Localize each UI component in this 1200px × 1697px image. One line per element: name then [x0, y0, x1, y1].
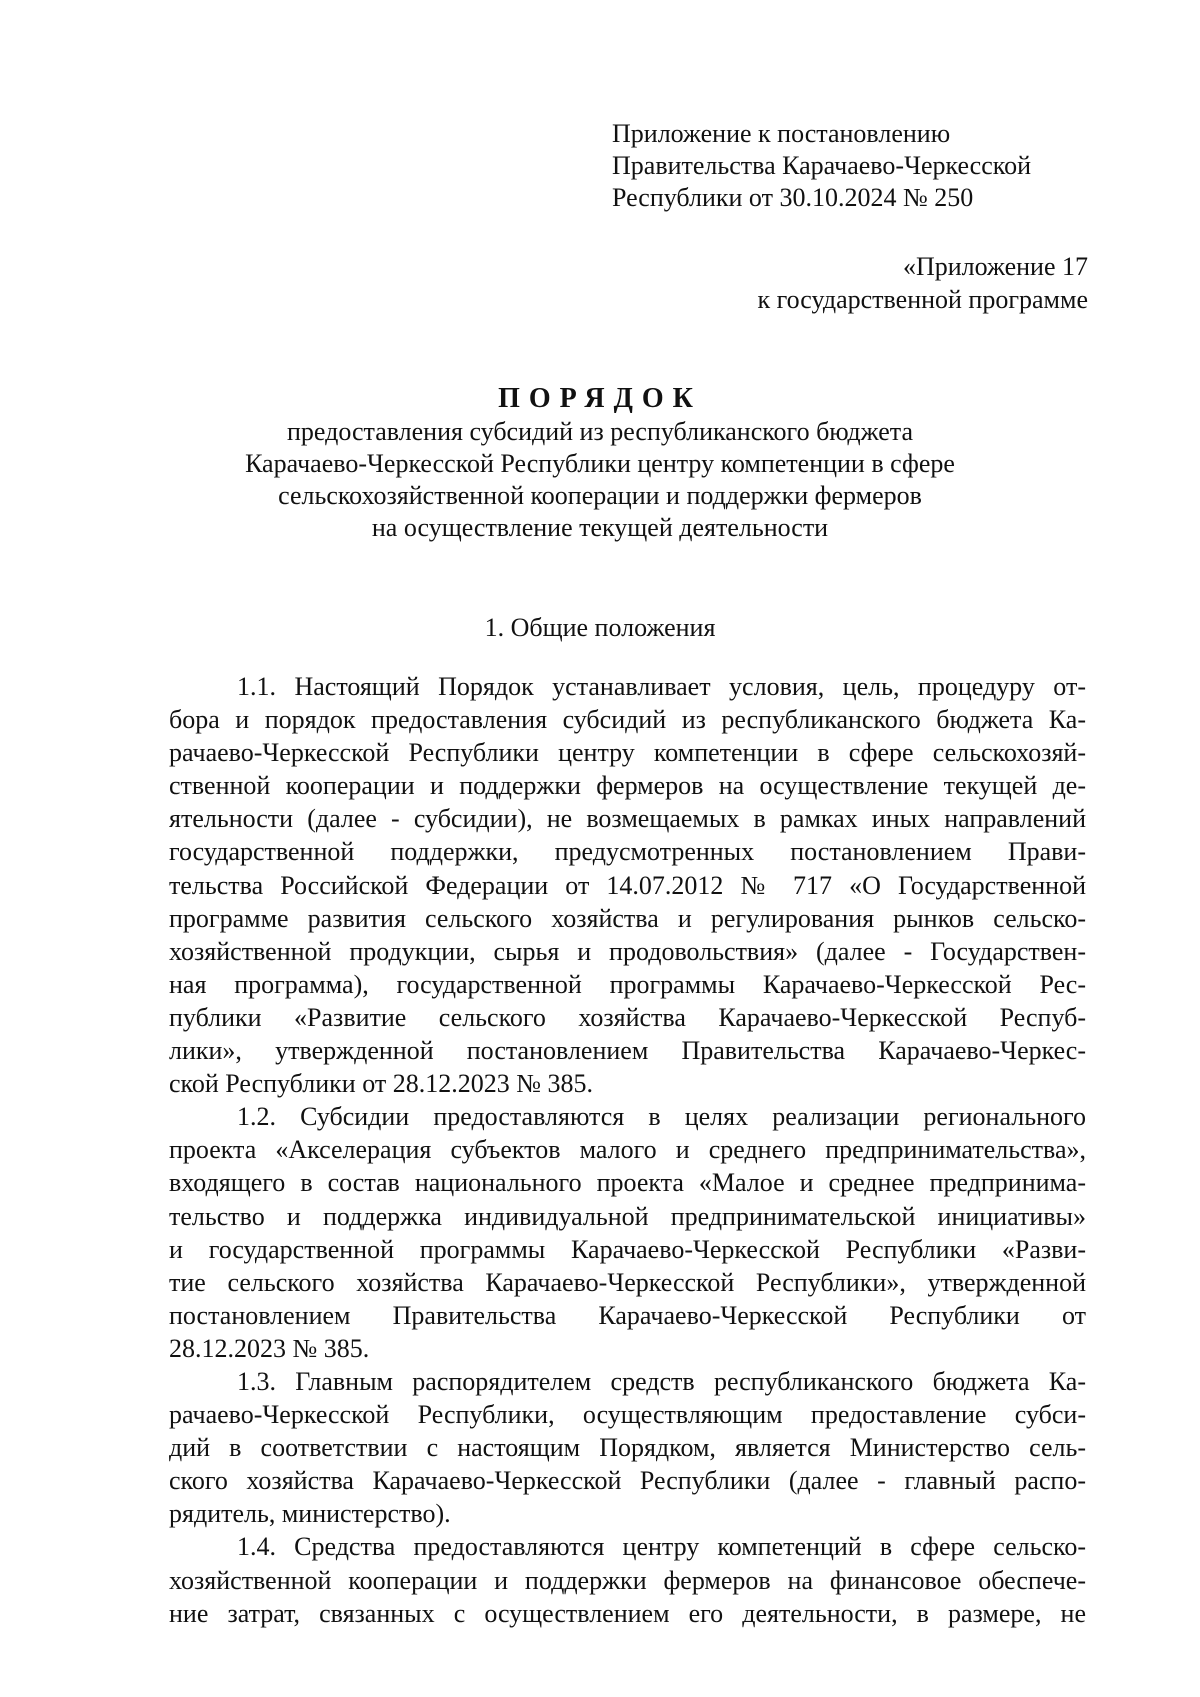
- body-line: входящего в состав национального проекта «Малое и среднее предпринима-: [169, 1168, 1086, 1198]
- body-line: ской Республики от 28.12.2023 № 385.: [169, 1069, 594, 1099]
- body-line: тельство и поддержка индивидуальной предпринимательской инициативы»: [169, 1201, 1086, 1231]
- body-line: рачаево-Черкесской Республики, осуществляющим предоставление субси-: [169, 1400, 1086, 1430]
- body-line: постановлением Правительства Карачаево-Черкесской Республики от: [169, 1300, 1086, 1330]
- appendix-note-line: Приложение к постановлению: [612, 119, 951, 148]
- appendix-note-line: Правительства Карачаево-Черкесской: [612, 151, 1031, 180]
- body-line: ственной кооперации и поддержки фермеров на осуществление текущей де-: [169, 771, 1086, 801]
- body-line: хозяйственной продукции, сырья и продовольствия» (далее - Государствен-: [169, 936, 1086, 966]
- body-line: 1.3. Главным распорядителем средств республиканского бюджета Ка-: [237, 1366, 1086, 1396]
- body-line: ние затрат, связанных с осуществлением его деятельности, в размере, не: [169, 1598, 1086, 1628]
- body-line: тие сельского хозяйства Карачаево-Черкесской Республики», утвержденной: [169, 1267, 1086, 1297]
- body-line: ятельности (далее - субсидии), не возмещаемых в рамках иных направлений: [169, 804, 1086, 834]
- section-heading: 1. Общие положения: [484, 613, 716, 642]
- body-line: публики «Развитие сельского хозяйства Карачаево-Черкесской Респуб-: [169, 1002, 1086, 1032]
- subtitle-line: Карачаево-Черкесской Республики центру компетенции в сфере: [245, 449, 955, 478]
- body-line: тельства Российской Федерации от 14.07.2012 № 717 «О Государственной: [169, 870, 1086, 900]
- body-line: рачаево-Черкесской Республики центру компетенции в сфере сельскохозяй-: [169, 738, 1086, 768]
- body-line: лики», утвержденной постановлением Правительства Карачаево-Черкес-: [169, 1036, 1086, 1066]
- body-line: ского хозяйства Карачаево-Черкесской Республики (далее - главный распо-: [169, 1466, 1086, 1496]
- body-line: 1.4. Средства предоставляются центру компетенций в сфере сельско-: [237, 1532, 1086, 1562]
- document-title: ПОРЯДОК: [498, 383, 702, 414]
- subtitle-line: предоставления субсидий из республиканского бюджета: [286, 417, 914, 446]
- body-line: программе развития сельского хозяйства и регулирования рынков сельско-: [169, 903, 1086, 933]
- body-line: 1.2. Субсидии предоставляются в целях реализации регионального: [237, 1102, 1086, 1132]
- body-line: 1.1. Настоящий Порядок устанавливает условия, цель, процедуру от-: [237, 672, 1086, 701]
- body-text: [169, 670, 1086, 1630]
- appendix-reference-line: «Приложение 17: [902, 252, 1088, 281]
- subtitle-line: на осуществление текущей деятельности: [371, 513, 829, 542]
- body-line: государственной поддержки, предусмотренных постановлением Прави-: [169, 837, 1086, 867]
- body-line: хозяйственной кооперации и поддержки фермеров на финансовое обеспече-: [169, 1565, 1086, 1595]
- appendix-reference: [758, 250, 1089, 316]
- body-line: ная программа), государственной программы Карачаево-Черкесской Рес-: [169, 969, 1086, 999]
- body-line: рядитель, министерство).: [169, 1499, 451, 1529]
- body-line: бора и порядок предоставления субсидий из республиканского бюджета Ка-: [169, 705, 1086, 735]
- body-line: и государственной программы Карачаево-Черкесской Республики «Разви-: [169, 1234, 1086, 1264]
- body-line: проекта «Акселерация субъектов малого и среднего предпринимательства»,: [169, 1135, 1086, 1165]
- document-subtitle: [0, 416, 1200, 544]
- body-line: дий в соответствии с настоящим Порядком, является Министерство сель-: [169, 1433, 1086, 1463]
- subtitle-line: сельскохозяйственной кооперации и поддержки фермеров: [278, 481, 922, 510]
- appendix-reference-line: к государственной программе: [757, 285, 1088, 314]
- appendix-note-line: Республики от 30.10.2024 № 250: [612, 183, 974, 212]
- body-line: 28.12.2023 № 385.: [169, 1333, 370, 1363]
- appendix-note: [612, 118, 1031, 214]
